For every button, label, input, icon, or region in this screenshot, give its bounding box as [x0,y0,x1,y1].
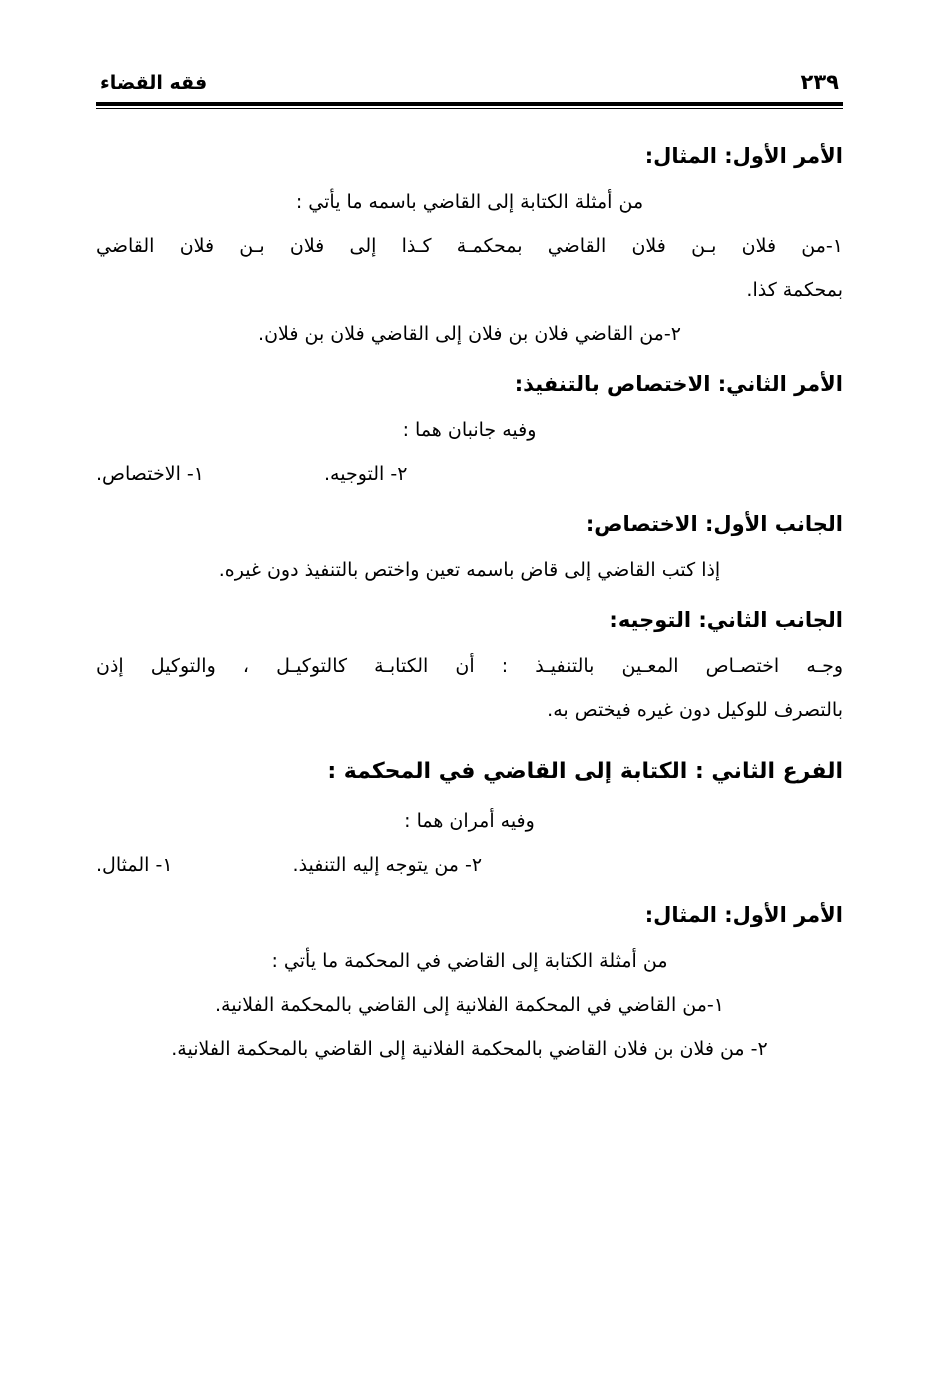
book-title: فقه القضاء [100,72,208,94]
paragraph-example-2: ٢-من القاضي فلان بن فلان إلى القاضي فلان بن فلان. [258,322,681,345]
heading-second-branch: الفرع الثاني : الكتابة إلى القاضي في المحكمة : [327,758,843,784]
page-header [96,70,843,98]
paragraph-example-1-cont: بمحكمة كذا. [746,278,843,301]
paragraph-aspect-two-cont: بالتصرف للوكيل دون غيره فيختص به. [547,698,843,721]
paragraph-court-examples-intro: من أمثلة الكتابة إلى القاضي في المحكمة ما يأتي : [271,950,668,973]
list-item: ٢- من يتوجه إليه التنفيذ. [292,854,483,877]
header-divider [96,102,843,109]
divider-thin-line [96,108,843,109]
list-matters [96,846,843,884]
list-item: ١- الاختصاص. [96,462,204,485]
paragraph-aspect-one-text: إذا كتب القاضي إلى قاض باسمه تعين واختص بالتنفيذ دون غيره. [218,558,721,581]
divider-thick-line [96,102,843,106]
paragraph-court-example-1: ١-من القاضي في المحكمة الفلانية إلى القاضي بالمحكمة الفلانية. [215,994,724,1017]
paragraph-court-example-2: ٢- من فلان بن فلان القاضي بالمحكمة الفلانية إلى القاضي بالمحكمة الفلانية. [171,1038,768,1061]
paragraph-example-1: ١-من فلان بـن فلان القاضي بمحكمـة كـذا إلى فلان بـن فلان القاضي [96,234,843,257]
page-number: ٢٣٩ [800,70,839,94]
heading-first-matter-example-2: الأمر الأول: المثال: [644,903,843,928]
heading-aspect-two-direction: الجانب الثاني: التوجيه: [609,607,843,632]
heading-aspect-one-jurisdiction: الجانب الأول: الاختصاص: [585,511,843,536]
paragraph-examples-intro: من أمثلة الكتابة إلى القاضي باسمه ما يأتي : [295,190,644,213]
paragraph-aspect-two-text: وجـه اختصـاص المعـين بالتنفيـذ : أن الكتابـة كالتوكيـل ، والتوكيل إذن [96,654,843,677]
page-content [96,137,843,1068]
heading-second-matter-jurisdiction: الأمر الثاني: الاختصاص بالتنفيذ: [514,371,843,396]
paragraph-two-matters: وفيه أمران هما : [404,810,535,833]
paragraph-two-aspects: وفيه جانبان هما : [402,418,537,441]
heading-first-matter-example: الأمر الأول: المثال: [644,144,843,168]
list-item: ٢- التوجيه. [323,462,408,485]
list-item: ١- المثال. [96,854,173,877]
list-aspects [96,455,843,493]
